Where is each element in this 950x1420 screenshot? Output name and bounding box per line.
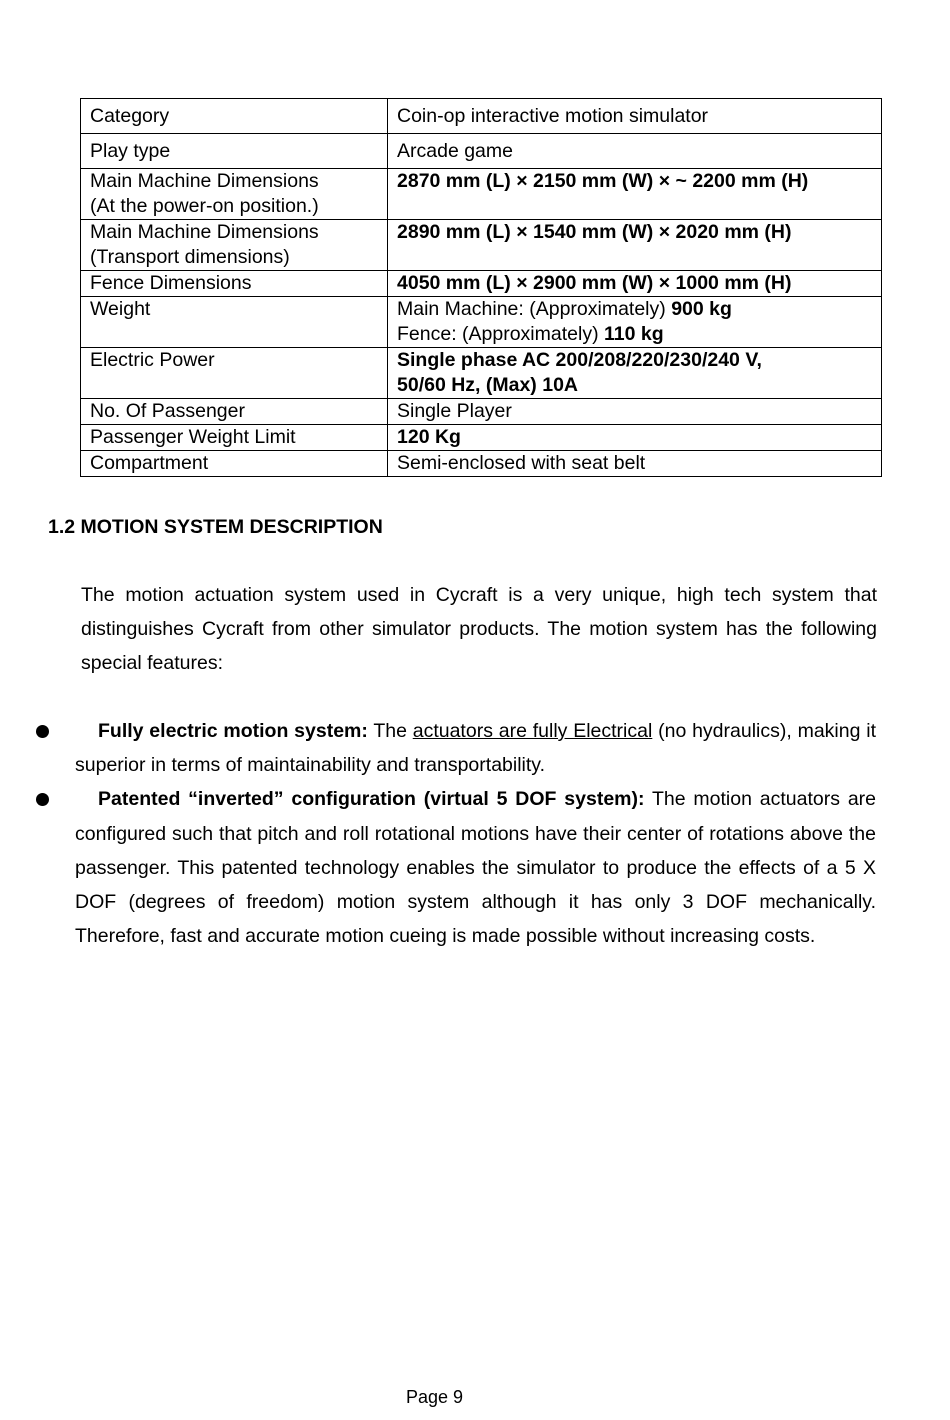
spec-label bbox=[81, 169, 388, 220]
feature-lead: The motion actuators are configured such that pitch and roll rotational motions have their center of rotations above the passenger. This patented technology enables the simulator to produce the effects of a 5 X DOF (degrees of freedom) motion system although it has only 3 DOF mechanically. Therefore, fast and accurate motion cueing is made possible without increasing costs. bbox=[75, 788, 876, 948]
spec-value bbox=[388, 169, 882, 220]
spec-value-line bbox=[397, 322, 875, 347]
feature-item bbox=[0, 714, 950, 782]
spec-value-line: Coin-op interactive motion simulator bbox=[397, 105, 709, 127]
spec-value-line: Arcade game bbox=[397, 140, 513, 162]
spec-label-line: Compartment bbox=[90, 452, 209, 474]
feature-underlined: actuators are fully Electrical bbox=[412, 720, 653, 742]
spec-label bbox=[81, 271, 388, 297]
feature-lead: The bbox=[367, 720, 413, 742]
spec-value bbox=[388, 399, 882, 425]
bullet-icon bbox=[36, 793, 49, 806]
spec-value-line: 2890 mm (L) × 1540 mm (W) × 2020 mm (H) bbox=[397, 221, 792, 243]
spec-label-line: Category bbox=[90, 105, 170, 127]
spec-row-dimensions-transport bbox=[81, 220, 882, 271]
weight-machine-value: 900 kg bbox=[671, 298, 732, 320]
spec-value bbox=[388, 348, 882, 399]
spec-label bbox=[81, 399, 388, 425]
feature-text bbox=[75, 782, 876, 953]
spec-row-fence-dimensions bbox=[81, 271, 882, 297]
bullet-icon bbox=[36, 725, 49, 738]
spec-row-dimensions-power-on bbox=[81, 169, 882, 220]
feature-title: Patented “inverted” configuration (virtual 5 DOF system): bbox=[98, 788, 645, 811]
spec-row-weight bbox=[81, 297, 882, 348]
spec-label-line: Fence Dimensions bbox=[90, 272, 252, 294]
feature-rest: (no hydraulics), making it superior in terms of maintainability and transportability. bbox=[75, 720, 876, 777]
feature-title: Fully electric motion system: bbox=[98, 720, 368, 742]
spec-label-line: Play type bbox=[90, 140, 171, 162]
spec-row-compartment bbox=[81, 451, 882, 477]
spec-label-line: No. Of Passenger bbox=[90, 400, 245, 422]
spec-value-line: Single Player bbox=[397, 400, 512, 422]
spec-label bbox=[81, 297, 388, 348]
spec-label-line: Main Machine Dimensions bbox=[90, 221, 319, 243]
spec-label bbox=[81, 134, 388, 169]
spec-row-weight-limit bbox=[81, 425, 882, 451]
spec-value bbox=[388, 134, 882, 169]
spec-label bbox=[81, 425, 388, 451]
weight-machine-prefix: Main Machine: (Approximately) bbox=[397, 298, 672, 320]
spec-value bbox=[388, 297, 882, 348]
spec-label-line: (Transport dimensions) bbox=[90, 246, 290, 268]
spec-row-category bbox=[81, 99, 882, 134]
spec-label-line: Weight bbox=[90, 298, 151, 320]
feature-list bbox=[0, 714, 950, 953]
spec-row-passengers bbox=[81, 399, 882, 425]
feature-item bbox=[0, 782, 950, 953]
spec-label bbox=[81, 220, 388, 271]
intro-paragraph: The motion actuation system used in Cycraft is a very unique, high tech system that distinguishes Cycraft from other simulator products. The motion system has the following special features: bbox=[81, 584, 877, 675]
feature-text bbox=[75, 714, 876, 782]
spec-label-line: Main Machine Dimensions bbox=[90, 170, 319, 192]
spec-row-play-type bbox=[81, 134, 882, 169]
spec-value bbox=[388, 425, 882, 451]
spec-value-line: 4050 mm (L) × 2900 mm (W) × 1000 mm (H) bbox=[397, 272, 792, 294]
spec-value-line: Single phase AC 200/208/220/230/240 V, bbox=[397, 349, 762, 371]
section-heading: 1.2 MOTION SYSTEM DESCRIPTION bbox=[48, 516, 383, 538]
specification-table bbox=[80, 98, 882, 477]
spec-value bbox=[388, 99, 882, 134]
spec-label bbox=[81, 451, 388, 477]
spec-value-line: 2870 mm (L) × 2150 mm (W) × ~ 2200 mm (H) bbox=[397, 170, 809, 192]
weight-fence-value: 110 kg bbox=[604, 323, 664, 345]
spec-label bbox=[81, 99, 388, 134]
spec-label-line: Passenger Weight Limit bbox=[90, 426, 296, 448]
spec-value-line: Semi-enclosed with seat belt bbox=[397, 452, 646, 474]
spec-value bbox=[388, 220, 882, 271]
spec-value bbox=[388, 271, 882, 297]
page-number: Page 9 bbox=[406, 1387, 464, 1407]
spec-value bbox=[388, 451, 882, 477]
weight-fence-prefix: Fence: (Approximately) bbox=[397, 323, 604, 345]
spec-label-line: (At the power-on position.) bbox=[90, 195, 319, 217]
spec-value-line: 50/60 Hz, (Max) 10A bbox=[397, 374, 578, 396]
spec-label bbox=[81, 348, 388, 399]
spec-value-line bbox=[397, 297, 875, 322]
spec-row-electric-power bbox=[81, 348, 882, 399]
spec-value-line: 120 Kg bbox=[397, 426, 461, 448]
spec-label-line: Electric Power bbox=[90, 349, 215, 371]
